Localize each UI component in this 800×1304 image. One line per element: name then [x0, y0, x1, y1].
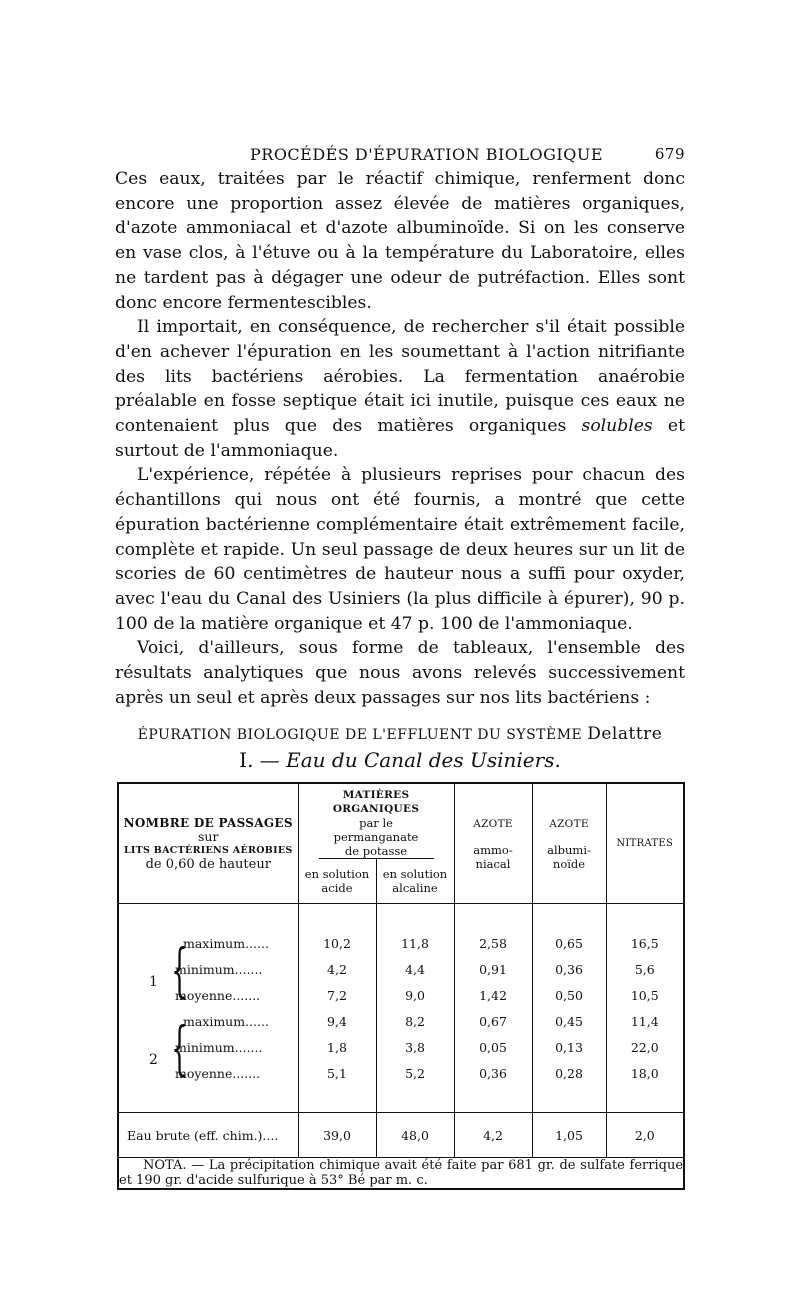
- cell-alk: 4,4: [376, 956, 454, 982]
- table-numeral: I. —: [239, 748, 280, 773]
- cell-acid: 4,2: [298, 956, 376, 982]
- brace-icon: {: [171, 1013, 188, 1082]
- row-label: [118, 1034, 298, 1060]
- paragraph-4: Voici, d'ailleurs, sous forme de tableaux, l'ensemble des résultats analytiques que nous avons relevés successivement après un seul et après deux passages sur nos lits bactériens :: [115, 638, 685, 708]
- group-label: 2: [149, 1051, 158, 1068]
- table-row: [118, 1034, 684, 1060]
- header-passages-l2: sur: [198, 828, 219, 844]
- paragraph-1: Ces eaux, traitées par le réactif chimique, renferment donc encore une proportion assez élevée de matières organiques, d'azote ammoniacal et d'azote albuminoïde. Si on les conserve en vase clos, à l'étuve ou à la température du Laboratoire, elles ne tardent pas à dégager une odeur de putréfaction. Elles sont donc encore fermentescibles.: [115, 169, 685, 313]
- page-number: 679: [654, 145, 685, 163]
- cell-nit: 10,5: [606, 982, 684, 1008]
- book-page: [115, 145, 685, 1190]
- cell-alk: 5,2: [376, 1060, 454, 1086]
- header-nitrates-label: NITRATES: [616, 837, 674, 849]
- header-matieres-l2: par le: [359, 816, 393, 831]
- paragraph-3: L'expérience, répétée à plusieurs reprises pour chacun des échantillons qui nous ont été fournis, a montré que cette épuration bactérienne complémentaire était extrêmement facile, complète et rapide. Un seul passage de deux heures sur un lit de scories de 60 centimètres de hauteur nous a suffi pour oxyder, avec l'eau du Canal des Usiniers (la plus difficile à épurer), 90 p. 100 de la matière organique et 47 p. 100 de l'ammoniaque.: [115, 465, 685, 634]
- header-matieres-title: MATIÈRES ORGANIQUES: [332, 789, 420, 816]
- cell-nit: 18,0: [606, 1060, 684, 1086]
- cell-alk: 11,8: [376, 930, 454, 956]
- raw-water-row: [118, 1113, 684, 1158]
- cell-nit: 5,6: [606, 956, 684, 982]
- table-row: [118, 982, 684, 1008]
- table-title-main: ÉPURATION BIOLOGIQUE DE L'EFFLUENT DU SYSTÈME: [137, 727, 583, 744]
- cell-acid: 7,2: [298, 982, 376, 1008]
- cell-alk: 3,8: [376, 1034, 454, 1060]
- leader-dots: .......: [234, 961, 263, 977]
- row-label: [118, 982, 298, 1008]
- cell-alb: 0,36: [532, 956, 606, 982]
- header-acid: en solution acide: [298, 859, 376, 904]
- cell-alb: 0,28: [532, 1060, 606, 1086]
- leader-dots: ......: [245, 935, 269, 951]
- cell-amm: 0,05: [454, 1034, 532, 1060]
- paragraph-2: [115, 315, 685, 463]
- header-azote-ammoniacal: [454, 783, 532, 904]
- header-azote-alb-title: AZOTE: [549, 817, 589, 830]
- cell-acid: 9,4: [298, 1008, 376, 1034]
- cell-alb: 0,45: [532, 1008, 606, 1034]
- leader-dots: .......: [232, 987, 261, 1003]
- table-note: NOTA. — La précipitation chimique avait été faite par 681 gr. de sulfate ferrique et 190 gr. d'acide sulfurique à 53° Bé par m. c.: [119, 1158, 684, 1189]
- cell-acid: 1,8: [298, 1034, 376, 1060]
- cell-alb: 1,05: [532, 1113, 606, 1158]
- group-label: 1: [149, 973, 158, 990]
- cell-acid: 39,0: [298, 1113, 376, 1158]
- cell-amm: 0,67: [454, 1008, 532, 1034]
- table-subtitle: [115, 748, 685, 782]
- header-azote-am-title: AZOTE: [473, 817, 513, 830]
- table-title: [115, 724, 685, 748]
- table-subtitle-text: Eau du Canal des Usiniers.: [286, 748, 561, 773]
- header-passages-l1: NOMBRE DE PASSAGES: [123, 815, 293, 830]
- raw-label: Eau brute (eff. chim.)....: [127, 1127, 279, 1143]
- header-azote-am-sub: ammo-niacal: [473, 842, 513, 871]
- header-azote-alb-sub: albumi-noïde: [547, 842, 591, 871]
- cell-alk: 48,0: [376, 1113, 454, 1158]
- paragraph-2-text: Il importait, en conséquence, de rechercher s'il était possible d'en achever l'épuration en les soumettant à l'action nitrifiante des lits bactériens aérobies. La fermentation anaérobie préalable en fosse septique était ici inutile, puisque ces eaux ne contenaient plus que des matières organiques: [115, 317, 685, 437]
- leader-dots: .......: [232, 1065, 261, 1081]
- leader-dots: ......: [245, 1013, 269, 1029]
- row-label: [118, 956, 298, 982]
- row-stat: maximum: [182, 935, 246, 951]
- italic-solubles: solubles: [581, 416, 653, 437]
- table-row: [118, 930, 684, 956]
- cell-nit: 11,4: [606, 1008, 684, 1034]
- cell-amm: 0,36: [454, 1060, 532, 1086]
- header-matieres-l4: de potasse: [319, 844, 434, 859]
- cell-alb: 0,65: [532, 930, 606, 956]
- cell-alb: 0,13: [532, 1034, 606, 1060]
- cell-amm: 4,2: [454, 1113, 532, 1158]
- cell-amm: 2,58: [454, 930, 532, 956]
- row-stat: minimum: [175, 1039, 235, 1055]
- paragraph-2-end: et surtout de l'ammoniaque.: [115, 416, 685, 461]
- cell-acid: 10,2: [298, 930, 376, 956]
- cell-nit: 22,0: [606, 1034, 684, 1060]
- row-stat: moyenne: [175, 987, 233, 1003]
- leader-dots: .......: [234, 1039, 263, 1055]
- table-row: [118, 1008, 684, 1034]
- cell-amm: 1,42: [454, 982, 532, 1008]
- row-stat: minimum: [175, 961, 235, 977]
- header-alkaline: en solution alcaline: [376, 859, 454, 904]
- table-row: [118, 1060, 684, 1086]
- header-azote-albuminoide: [532, 783, 606, 904]
- row-stat: maximum: [182, 1013, 246, 1029]
- cell-alk: 9,0: [376, 982, 454, 1008]
- header-passages: [118, 783, 298, 904]
- cell-nit: 2,0: [606, 1113, 684, 1158]
- table-row: [118, 956, 684, 982]
- running-title: PROCÉDÉS D'ÉPURATION BIOLOGIQUE: [250, 145, 604, 164]
- header-nitrates: [606, 783, 684, 904]
- cell-amm: 0,91: [454, 956, 532, 982]
- row-label: [118, 1060, 298, 1086]
- running-header: [250, 145, 685, 167]
- cell-acid: 5,1: [298, 1060, 376, 1086]
- row-stat: moyenne: [175, 1065, 233, 1081]
- cell-nit: 16,5: [606, 930, 684, 956]
- header-matieres: [298, 783, 454, 859]
- table-title-name: Delattre: [587, 724, 663, 745]
- header-passages-l4: de 0,60 de hauteur: [145, 856, 271, 872]
- cell-alb: 0,50: [532, 982, 606, 1008]
- header-matieres-l3: permanganate: [333, 830, 419, 845]
- header-passages-l3: LITS BACTÉRIENS AÉROBIES: [123, 844, 293, 856]
- results-table: [117, 782, 685, 1190]
- cell-alk: 8,2: [376, 1008, 454, 1034]
- brace-icon: {: [171, 935, 188, 1004]
